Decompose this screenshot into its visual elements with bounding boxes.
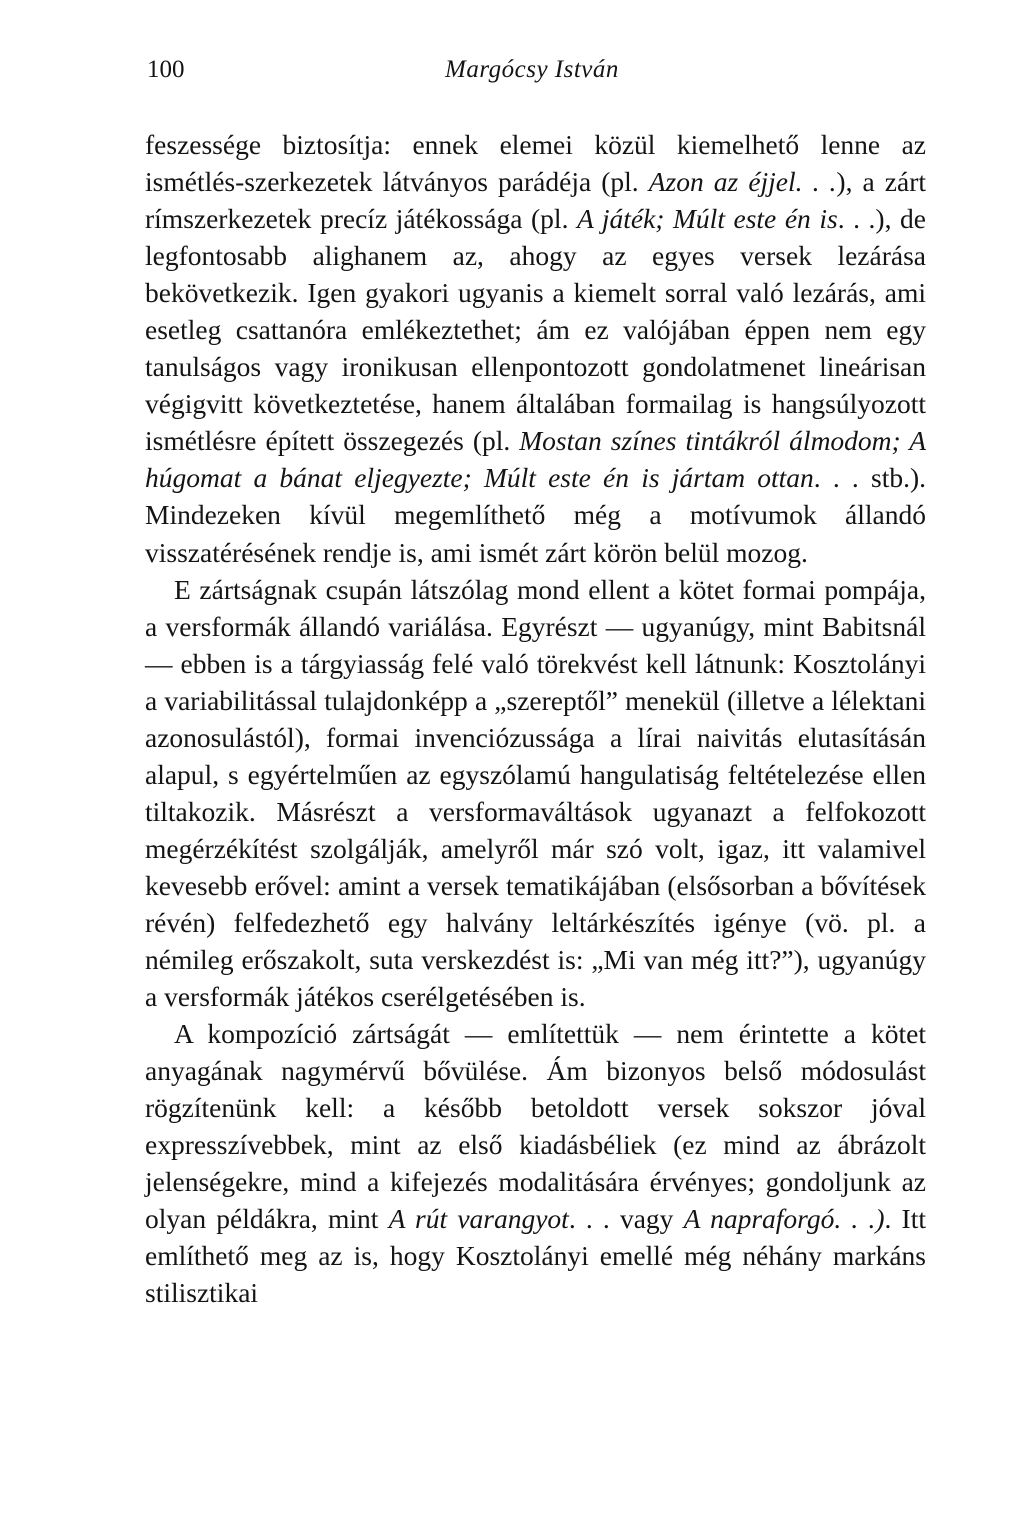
italic-title-run: A napraforgó. . .) — [683, 1203, 885, 1235]
text-run: . Itt említhető meg az is, hogy Kosztolányi emellé még néhány markáns stilisztikai — [145, 1203, 926, 1309]
paragraph — [145, 1015, 926, 1311]
text-run: feszessége biztosítja: ennek elemei közül kiemelhető lenne az ismétlés-szerkezetek látványos parádéja (pl. — [145, 129, 926, 198]
paragraph — [145, 126, 926, 571]
text-run: E zártságnak csupán látszólag mond ellent a kötet formai pompája, a versformák állandó variálása. Egyrészt — ugyanúgy, mint Babitsnál — ebben is a tárgyiasság felé való törekvést kell látnunk: Kosztolányi a variabilitással tulajdonképp a „szereptől” menekül (illetve a lélektani azonosulástól), formai invenciózussága a lírai naivitás elutasításán alapul, s egyértelműen az egyszólamú hangulatiság feltételezése ellen tiltakozik. Másrészt a versformaváltások ugyanazt a felfokozott megérzékítést szolgálják, amelyről már szó volt, igaz, itt valamivel kevesebb erővel: amint a versek tematikájában (elsősorban a bővítések révén) felfedezhető egy halvány leltárkészítés igénye (vö. pl. a némileg erőszakolt, suta verskezdést is: „Mi van még itt?”), ugyanúgy a versformák játékos cserélgetésében is. — [145, 573, 926, 1013]
body-text — [145, 126, 926, 1312]
text-run: . . . vagy — [568, 1203, 684, 1235]
book-page — [145, 52, 926, 1312]
running-title: Margócsy István — [445, 56, 619, 83]
text-run: . . . stb.). Mindezeken kívül megemlíthető még a motívumok állandó visszatérésének rendje is, ami ismét zárt körön belül mozog. — [145, 462, 926, 568]
text-run: A kompozíció zártságát — említettük — nem érintette a kötet anyagának nagymérvű bővülése. Ám bizonyos belső módosulást rögzítenünk kell: a később betoldott versek sokszor jóval expresszívebbek, mint az első kiadásbéliek (ez mind az ábrázolt jelenségekre, mind a kifejezés modalitására érvényes; gondoljunk az olyan példákra, mint — [145, 1018, 926, 1235]
italic-title-run: Mostan színes tintákról álmodom; A húgomat a bánat eljegyezte; Múlt este én is jártam ottan — [145, 425, 926, 494]
paragraph — [145, 571, 926, 1016]
italic-title-run: Azon az éjjel. . . — [648, 166, 837, 198]
text-run: . . .), de legfontosabb alighanem az, ahogy az egyes versek lezárása bekövetkezik. Igen gyakori ugyanis a kiemelt sorral való lezárás, ami esetleg csattanóra emlékeztethet; ám ez valójában éppen nem egy tanulságos vagy ironikusan ellenpontozott gondolatmenet lineárisan végigvitt következtetése, hanem általában formailag is hangsúlyozott ismétlésre épített összegezés (pl. — [145, 203, 926, 457]
page-number: 100 — [147, 56, 185, 83]
italic-title-run: A rút varangyot — [388, 1203, 569, 1235]
italic-title-run: A játék; Múlt este én is — [577, 203, 838, 235]
text-run: ), a zárt rímszerkezetek precíz játékossága (pl. — [145, 166, 927, 235]
running-head — [145, 52, 926, 88]
